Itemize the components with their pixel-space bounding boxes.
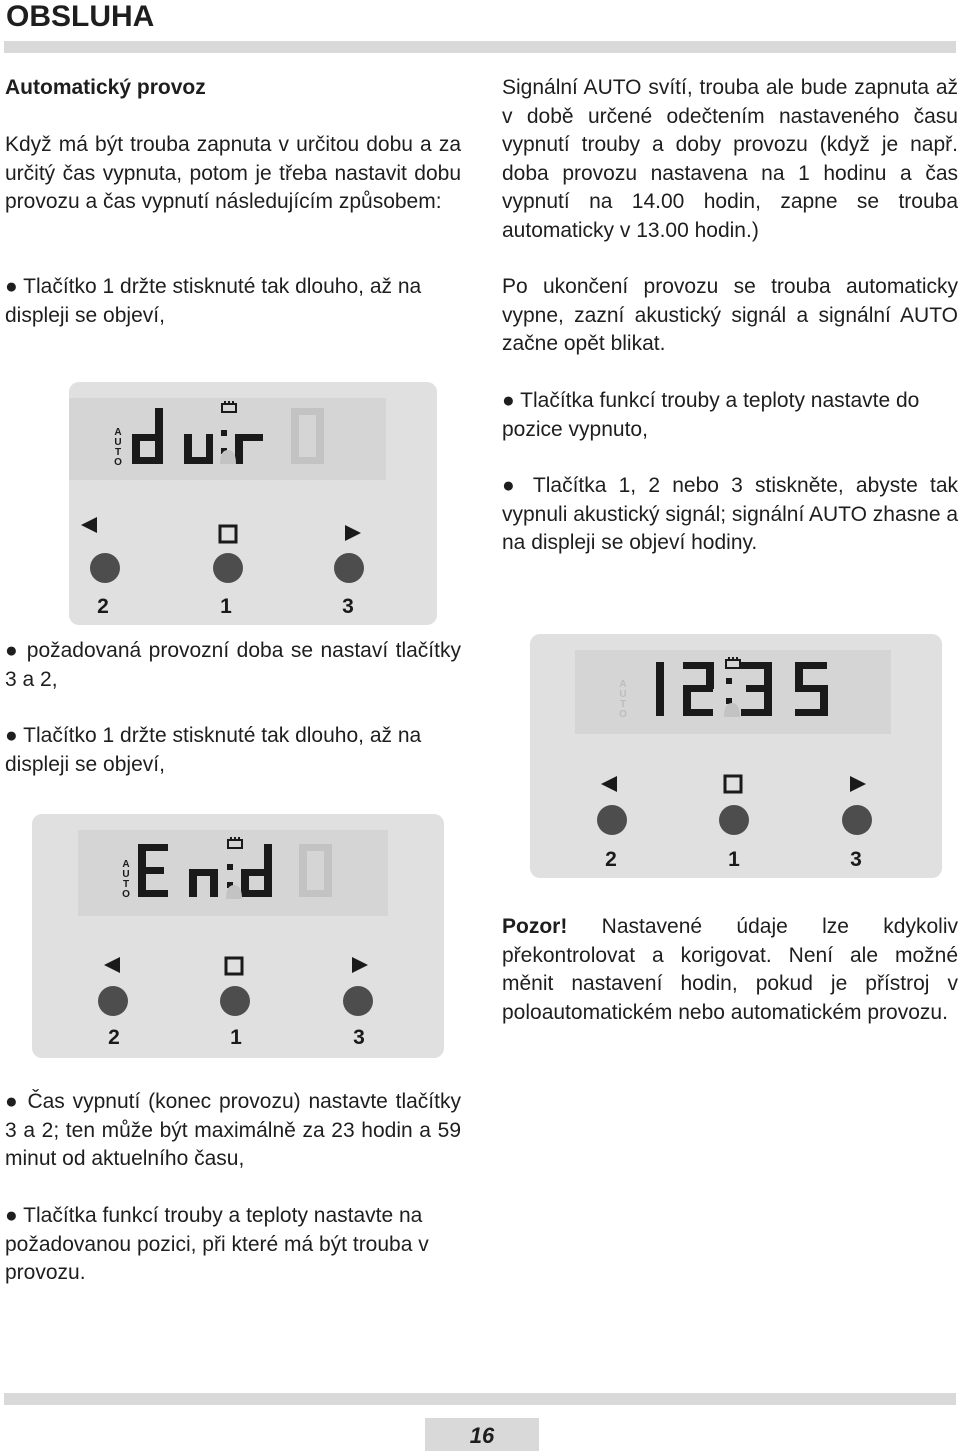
auto-letter: T — [122, 879, 130, 890]
warning-paragraph — [502, 913, 958, 1027]
button-number: 1 — [220, 595, 232, 618]
square-icon — [220, 526, 236, 542]
left-bullet-3: ● Tlačítko 1 držte stisknuté tak dlouho, až na displeji se objeví, — [5, 724, 422, 776]
button-number: 2 — [97, 595, 109, 618]
right-arrow-icon — [345, 525, 361, 541]
auto-letter: A — [619, 679, 627, 690]
auto-letter: U — [122, 869, 130, 880]
left-bullet-4: ● Čas vypnutí (konec provozu) nastavte tlačítky 3 a 2; ten může být maximálně za 23 hodin a 59 minut od aktuelního času, — [5, 1090, 461, 1170]
right-bullet-1: ● Tlačítka funkcí trouby a teploty nastavte do pozice vypnuto, — [502, 389, 920, 441]
auto-letter: U — [619, 689, 627, 700]
button-number: 2 — [108, 1026, 120, 1049]
right-bullet-2: ● Tlačítka 1, 2 nebo 3 stiskněte, abyste tak vypnuli akustický signál; signální AUTO zhasne a na displeji se objeví hodiny. — [502, 474, 959, 554]
section-title: Automatický provoz — [5, 76, 206, 99]
left-bullet-1-text: Tlačítko 1 držte stisknuté tak dlouho, až na displeji se objeví, — [5, 275, 422, 327]
right-paragraph-2: Po ukončení provozu se trouba automaticky vypne, zazní akustický signál a signální AUTO začne opět blikat. — [502, 275, 958, 355]
auto-letter: O — [122, 889, 130, 900]
button-number: 3 — [353, 1026, 365, 1049]
panel-dur-graphic — [69, 382, 437, 625]
control-panel-clock — [530, 634, 942, 878]
auto-letter: O — [114, 457, 122, 468]
left-arrow-icon — [104, 957, 120, 973]
auto-letter: T — [619, 699, 627, 710]
control-panel-dur — [69, 382, 437, 625]
page-number: 16 — [425, 1418, 539, 1451]
button-1[interactable] — [220, 986, 250, 1016]
panel-end-graphic — [32, 814, 444, 1058]
left-bullet-4-text: Čas vypnutí (konec provozu) nastavte tlačítky 3 a 2; ten může být maximálně za 23 hodin a 59 minut od aktuelního času, — [5, 1090, 461, 1170]
button-1[interactable] — [213, 553, 243, 583]
button-2[interactable] — [90, 553, 120, 583]
button-2[interactable] — [597, 805, 627, 835]
auto-letter: A — [114, 427, 122, 438]
left-arrow-icon — [81, 517, 97, 533]
page-title: OBSLUHA — [6, 0, 155, 33]
panel-clock-graphic — [530, 634, 942, 878]
left-bullet-2: ● požadovaná provozní doba se nastaví tlačítky 3 a 2, — [5, 639, 461, 691]
right-bullet-1-text: Tlačítka funkcí trouby a teploty nastavte do pozice vypnuto, — [502, 389, 920, 441]
right-arrow-icon — [850, 776, 866, 792]
button-2[interactable] — [98, 986, 128, 1016]
left-bullet-5-text: Tlačítka funkcí trouby a teploty nastavte na požadovanou pozici, při které má být trouba v provozu. — [5, 1204, 429, 1284]
button-3[interactable] — [343, 986, 373, 1016]
left-bullet-5: ● Tlačítka funkcí trouby a teploty nastavte na požadovanou pozici, při které má být trouba v provozu. — [5, 1204, 429, 1284]
header-rule — [4, 41, 956, 53]
button-number: 3 — [850, 848, 862, 871]
auto-letter: A — [122, 859, 130, 870]
square-icon — [226, 958, 242, 974]
footer-rule — [4, 1393, 956, 1405]
right-bullet-2-text: Tlačítka 1, 2 nebo 3 stiskněte, abyste tak vypnuli akustický signál; signální AUTO zhasne a na displeji se objeví hodiny. — [502, 474, 959, 554]
auto-letter: O — [619, 709, 627, 720]
button-number: 2 — [605, 848, 617, 871]
control-panel-end — [32, 814, 444, 1058]
right-arrow-icon — [352, 957, 368, 973]
button-number: 1 — [728, 848, 740, 871]
button-number: 1 — [230, 1026, 242, 1049]
left-bullet-3-text: Tlačítko 1 držte stisknuté tak dlouho, až na displeji se objeví, — [5, 724, 422, 776]
button-1[interactable] — [719, 805, 749, 835]
left-arrow-icon — [601, 776, 617, 792]
auto-letter: T — [114, 447, 122, 458]
intro-paragraph: Když má být trouba zapnuta v určitou dobu a za určitý čas vypnuta, potom je třeba nastavit dobu provozu a čas vypnutí následujícím způsobem: — [5, 133, 461, 213]
warning-label: Pozor! — [502, 915, 568, 938]
right-paragraph-1: Signální AUTO svítí, trouba ale bude zapnuta až v době určené odečtením nastaveného času vypnutí trouby a doby provozu (když je např. doba provozu nastavena na 1 hodinu a čas vypnutí na 14.00 hodin, zapne se trouba automaticky v 13.00 hodin.) — [502, 76, 958, 242]
button-3[interactable] — [334, 553, 364, 583]
left-bullet-1: ● Tlačítko 1 držte stisknuté tak dlouho, až na displeji se objeví, — [5, 275, 422, 327]
auto-letter: U — [114, 437, 122, 448]
square-icon — [725, 776, 741, 792]
button-number: 3 — [342, 595, 354, 618]
warning-text: Nastavené údaje lze kdykoliv překontrolovat a korigovat. Není ale možné měnit nastavení hodin, pokud je přístroj v poloautomatickém nebo automatickém provozu. — [502, 915, 958, 1024]
left-bullet-2-text: požadovaná provozní doba se nastaví tlačítky 3 a 2, — [5, 639, 461, 691]
button-3[interactable] — [842, 805, 872, 835]
